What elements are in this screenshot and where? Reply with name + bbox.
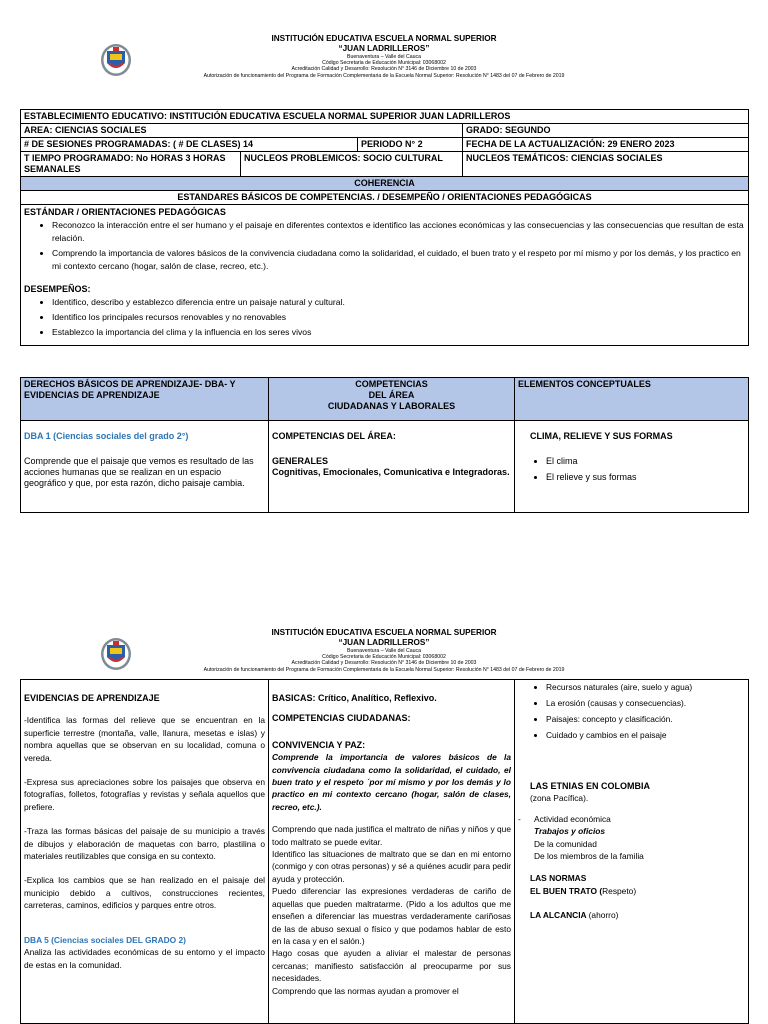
estandares-title: ESTANDARES BÁSICOS DE COMPETENCIAS. / DESEMPEÑO / ORIENTACIONES PEDAGÓGICAS: [21, 191, 749, 205]
desempeno-item: • Establezco la importancia del clima y la influencia en los seres vivos: [52, 326, 745, 339]
concept-item: • El clima: [546, 454, 745, 468]
competencia-paragraph: Identifico las situaciones de maltrato que se dan en mi entorno (conmigo y con otras personas) y sé a quiénes acudir para pedir ayuda y protección.: [272, 849, 511, 884]
comp-ciudadanas: COMPETENCIAS CIUDADANAS:: [272, 713, 411, 724]
competencia-paragraph: Puedo diferenciar las expresiones verdaderas de cariño de aquellas que pueden maltratarme. (Pido a los adultos que me enseñen a diferenciar las muestras verdaderamente cariñosas de las de abuso sexual o físico y que podamos hablar de esto en la casa y en el salón.): [272, 886, 511, 946]
dba-table: [20, 377, 749, 513]
header-authorization: Autorización de funcionamiento del Programa de Formación Complementaria de la Escuela Normal Superior: Resolución N° 1483 del 07 de Febrero de 2019: [203, 666, 565, 673]
coherencia-header: COHERENCIA: [21, 177, 749, 191]
ahorro: (ahorro): [588, 910, 619, 921]
competencia-paragraph: Hago cosas que ayuden a aliviar el malestar de personas cercanas; manifiesto satisfacción al preocuparme por sus necesidades.: [272, 948, 511, 984]
info-table: [20, 109, 749, 346]
header-location: Buenaventura – Valle del Cauca: [346, 54, 422, 60]
dba5-title: DBA 5 (Ciencias sociales DEL GRADO 2): [24, 934, 186, 945]
normas: LAS NORMAS: [530, 873, 587, 884]
convivencia-text: Comprende la importancia de valores básicos de la convivencia ciudadana como la solidaridad, el cuidado, el buen trato y el respeto ´por mí mismo y por los demás y lo practico en mi contexto cercano (hogar, salón de clases, recreo, etc.).: [272, 752, 511, 812]
concept-item: • Cuidado y cambios en el paisaje: [546, 728, 745, 742]
evidencias-title: EVIDENCIAS DE APRENDIZAJE: [24, 693, 160, 703]
header-authorization: Autorización de funcionamiento del Programa de Formación Complementaria de la Escuela Normal Superior: Resolución N° 1483 del 07 de Febrero de 2019: [203, 72, 565, 79]
evidencia-item: -Traza las formas básicas del paisaje de su municipio a través de dibujos y elaboración de maquetas con barro, plastilina o materiales reutilizables que consiga en su contexto.: [24, 826, 265, 862]
dba5-text: Analiza las actividades económicas de su entorno y el impacto de estas en la comunidad.: [24, 947, 265, 970]
conceptos-cell: [515, 421, 749, 513]
header-school-name: “JUAN LADRILLEROS”: [338, 44, 430, 53]
concept-item: • Paisajes: concepto y clasificación.: [546, 712, 745, 726]
page2-table: [20, 679, 749, 1024]
header-accreditation: Acreditación Calidad y Desarrollo: Resolución N° 3146 de Diciembre 10 de 2003: [291, 66, 477, 73]
dba-col-header: DERECHOS BÁSICOS DE APRENDIZAJE- DBA- Y EVIDENCIAS DE APRENDIZAJE: [21, 378, 269, 421]
generales-label: GENERALES: [272, 456, 329, 466]
competencia-paragraph: Comprendo que nada justifica el maltrato de niñas y niños y que todo maltrato se puede evitar.: [272, 824, 511, 847]
elementos-col-header: ELEMENTOS CONCEPTUALES: [515, 378, 749, 421]
header-institution: INSTITUCIÓN EDUCATIVA ESCUELA NORMAL SUPERIOR: [271, 34, 497, 43]
conceptos2-cell: [515, 680, 749, 1024]
comp-header-line: CIUDADANAS Y LABORALES: [327, 401, 456, 411]
buen-trato: EL BUEN TRATO (: [530, 885, 603, 896]
convivencia-label: CONVIVENCIA Y PAZ:: [272, 739, 366, 750]
desempenos-label: DESEMPEÑOS:: [24, 284, 91, 294]
header-school-name: “JUAN LADRILLEROS”: [338, 638, 430, 647]
comp-header-line: COMPETENCIAS: [355, 379, 428, 389]
alcancia-line: [530, 909, 745, 921]
estandar-item: • Comprendo la importancia de valores básicos de la convivencia ciudadana como la solidaridad, el cuidado, el buen trato y el respeto por mí mismo y por los demás, y los practico en mi contexto cercano (hogar, salón de clase, recreo, etc.).: [52, 247, 745, 273]
basicas: BASICAS: Crítico, Analítico, Reflexivo.: [272, 693, 437, 703]
periodo: PERIODO N° 2: [358, 138, 463, 152]
establecimiento: ESTABLECIMIENTO EDUCATIVO: INSTITUCIÓN EDUCATIVA ESCUELA NORMAL SUPERIOR JUAN LADRILLEROS: [21, 110, 749, 124]
actividad-line: - Actividad económica: [518, 813, 611, 824]
document-header-page2: [0, 628, 768, 673]
dba1-text: Comprende que el paisaje que vemos es resultado de las acciones humanas que se realizan en un espacio geográfico y que, por esta razón, dicho paisaje cambia.: [24, 456, 254, 488]
concept-item: • Recursos naturales (aire, suelo y agua): [546, 680, 745, 694]
alcancia: LA ALCANCIA: [530, 910, 589, 921]
comp-header-line: DEL ÁREA: [368, 390, 415, 400]
buen-trato-line: [530, 885, 745, 897]
fecha-actualizacion: FECHA DE LA ACTUALIZACIÓN: 29 ENERO 2023: [463, 138, 749, 152]
header-institution: INSTITUCIÓN EDUCATIVA ESCUELA NORMAL SUPERIOR: [271, 628, 497, 637]
trabajos: Trabajos y oficios: [534, 826, 606, 837]
generales-text: Cognitivas, Emocionales, Comunicativa e Integradoras.: [272, 467, 510, 477]
header-accreditation: Acreditación Calidad y Desarrollo: Resolución N° 3146 de Diciembre 10 de 2003: [291, 660, 477, 667]
nucleos-problemicos: NUCLEOS PROBLEMICOS: SOCIO CULTURAL: [241, 152, 463, 177]
header-code: Código Secretaria de Educación Municipal: 03068002: [322, 60, 446, 67]
etnias-sub: (zona Pacífica).: [530, 793, 589, 804]
competencia-paragraph: Comprendo que las normas ayudan a promover el: [272, 985, 459, 996]
concept-title: CLIMA, RELIEVE Y SUS FORMAS: [530, 431, 673, 441]
etnias-title: LAS ETNIAS EN COLOMBIA: [530, 781, 651, 791]
miembros: De los miembros de la familia: [534, 851, 644, 862]
header-code: Código Secretaria de Educación Municipal: 03068002: [322, 654, 446, 661]
evidencias-cell: [21, 680, 269, 1024]
competencias-cell: [269, 421, 515, 513]
evidencia-item: -Explica los cambios que se han realizado en el paisaje del municipio debido a cultivos, construcciones recientes, carreteras, caminos, edificios y parques entre otros.: [24, 875, 265, 911]
evidencia-item: -Expresa sus apreciaciones sobre los paisajes que observa en fotografías, folletos, fotografías y revistas y señala aquellos que prefiere.: [24, 777, 265, 812]
estandares-cell: [21, 205, 749, 346]
respeto: Respeto): [602, 885, 637, 896]
comunidad: De la comunidad: [534, 838, 597, 849]
desempeno-item: • Identifico, describo y establezco diferencia entre un paisaje natural y cultural.: [52, 296, 745, 309]
header-location: Buenaventura – Valle del Cauca: [346, 648, 422, 654]
desempeno-item: • Identifico los principales recursos renovables y no renovables: [52, 311, 745, 324]
document-header: [0, 34, 768, 79]
nucleos-tematicos: NUCLEOS TEMÁTICOS: CIENCIAS SOCIALES: [463, 152, 749, 177]
evidencia-item: -Identifica las formas del relieve que se encuentran en la superficie terrestre (montaña, valle, llanura, mesetas e islas) y nombra aquellas que se observan en su localidad, comuna o vereda.: [24, 715, 265, 763]
grado: GRADO: SEGUNDO: [463, 124, 749, 138]
concept-item: • La erosión (causas y consecuencias).: [546, 696, 745, 710]
actividad-text: Actividad económica: [534, 813, 611, 824]
sesiones: # DE SESIONES PROGRAMADAS: ( # DE CLASES) 14: [21, 138, 358, 152]
concept-item: • El relieve y sus formas: [546, 470, 745, 484]
estandar-item: • Reconozco la interacción entre el ser humano y el paisaje en diferentes contextos e identifico las acciones económicas y las consecuencias y las consecuencias que resultan de esta relación.: [52, 219, 745, 245]
comp-area-label: COMPETENCIAS DEL ÁREA:: [272, 431, 396, 441]
competencias-col-header: [269, 378, 515, 421]
tiempo-programado: T IEMPO PROGRAMADO: No HORAS 3 HORAS SEMANALES: [21, 152, 241, 177]
dba1-title: DBA 1 (Ciencias sociales del grado 2°): [24, 431, 189, 441]
dba1-cell: [21, 421, 269, 513]
competencias2-cell: [269, 680, 515, 1024]
estandar-label: ESTÁNDAR / ORIENTACIONES PEDAGÓGICAS: [24, 207, 226, 217]
area: AREA: CIENCIAS SOCIALES: [21, 124, 463, 138]
